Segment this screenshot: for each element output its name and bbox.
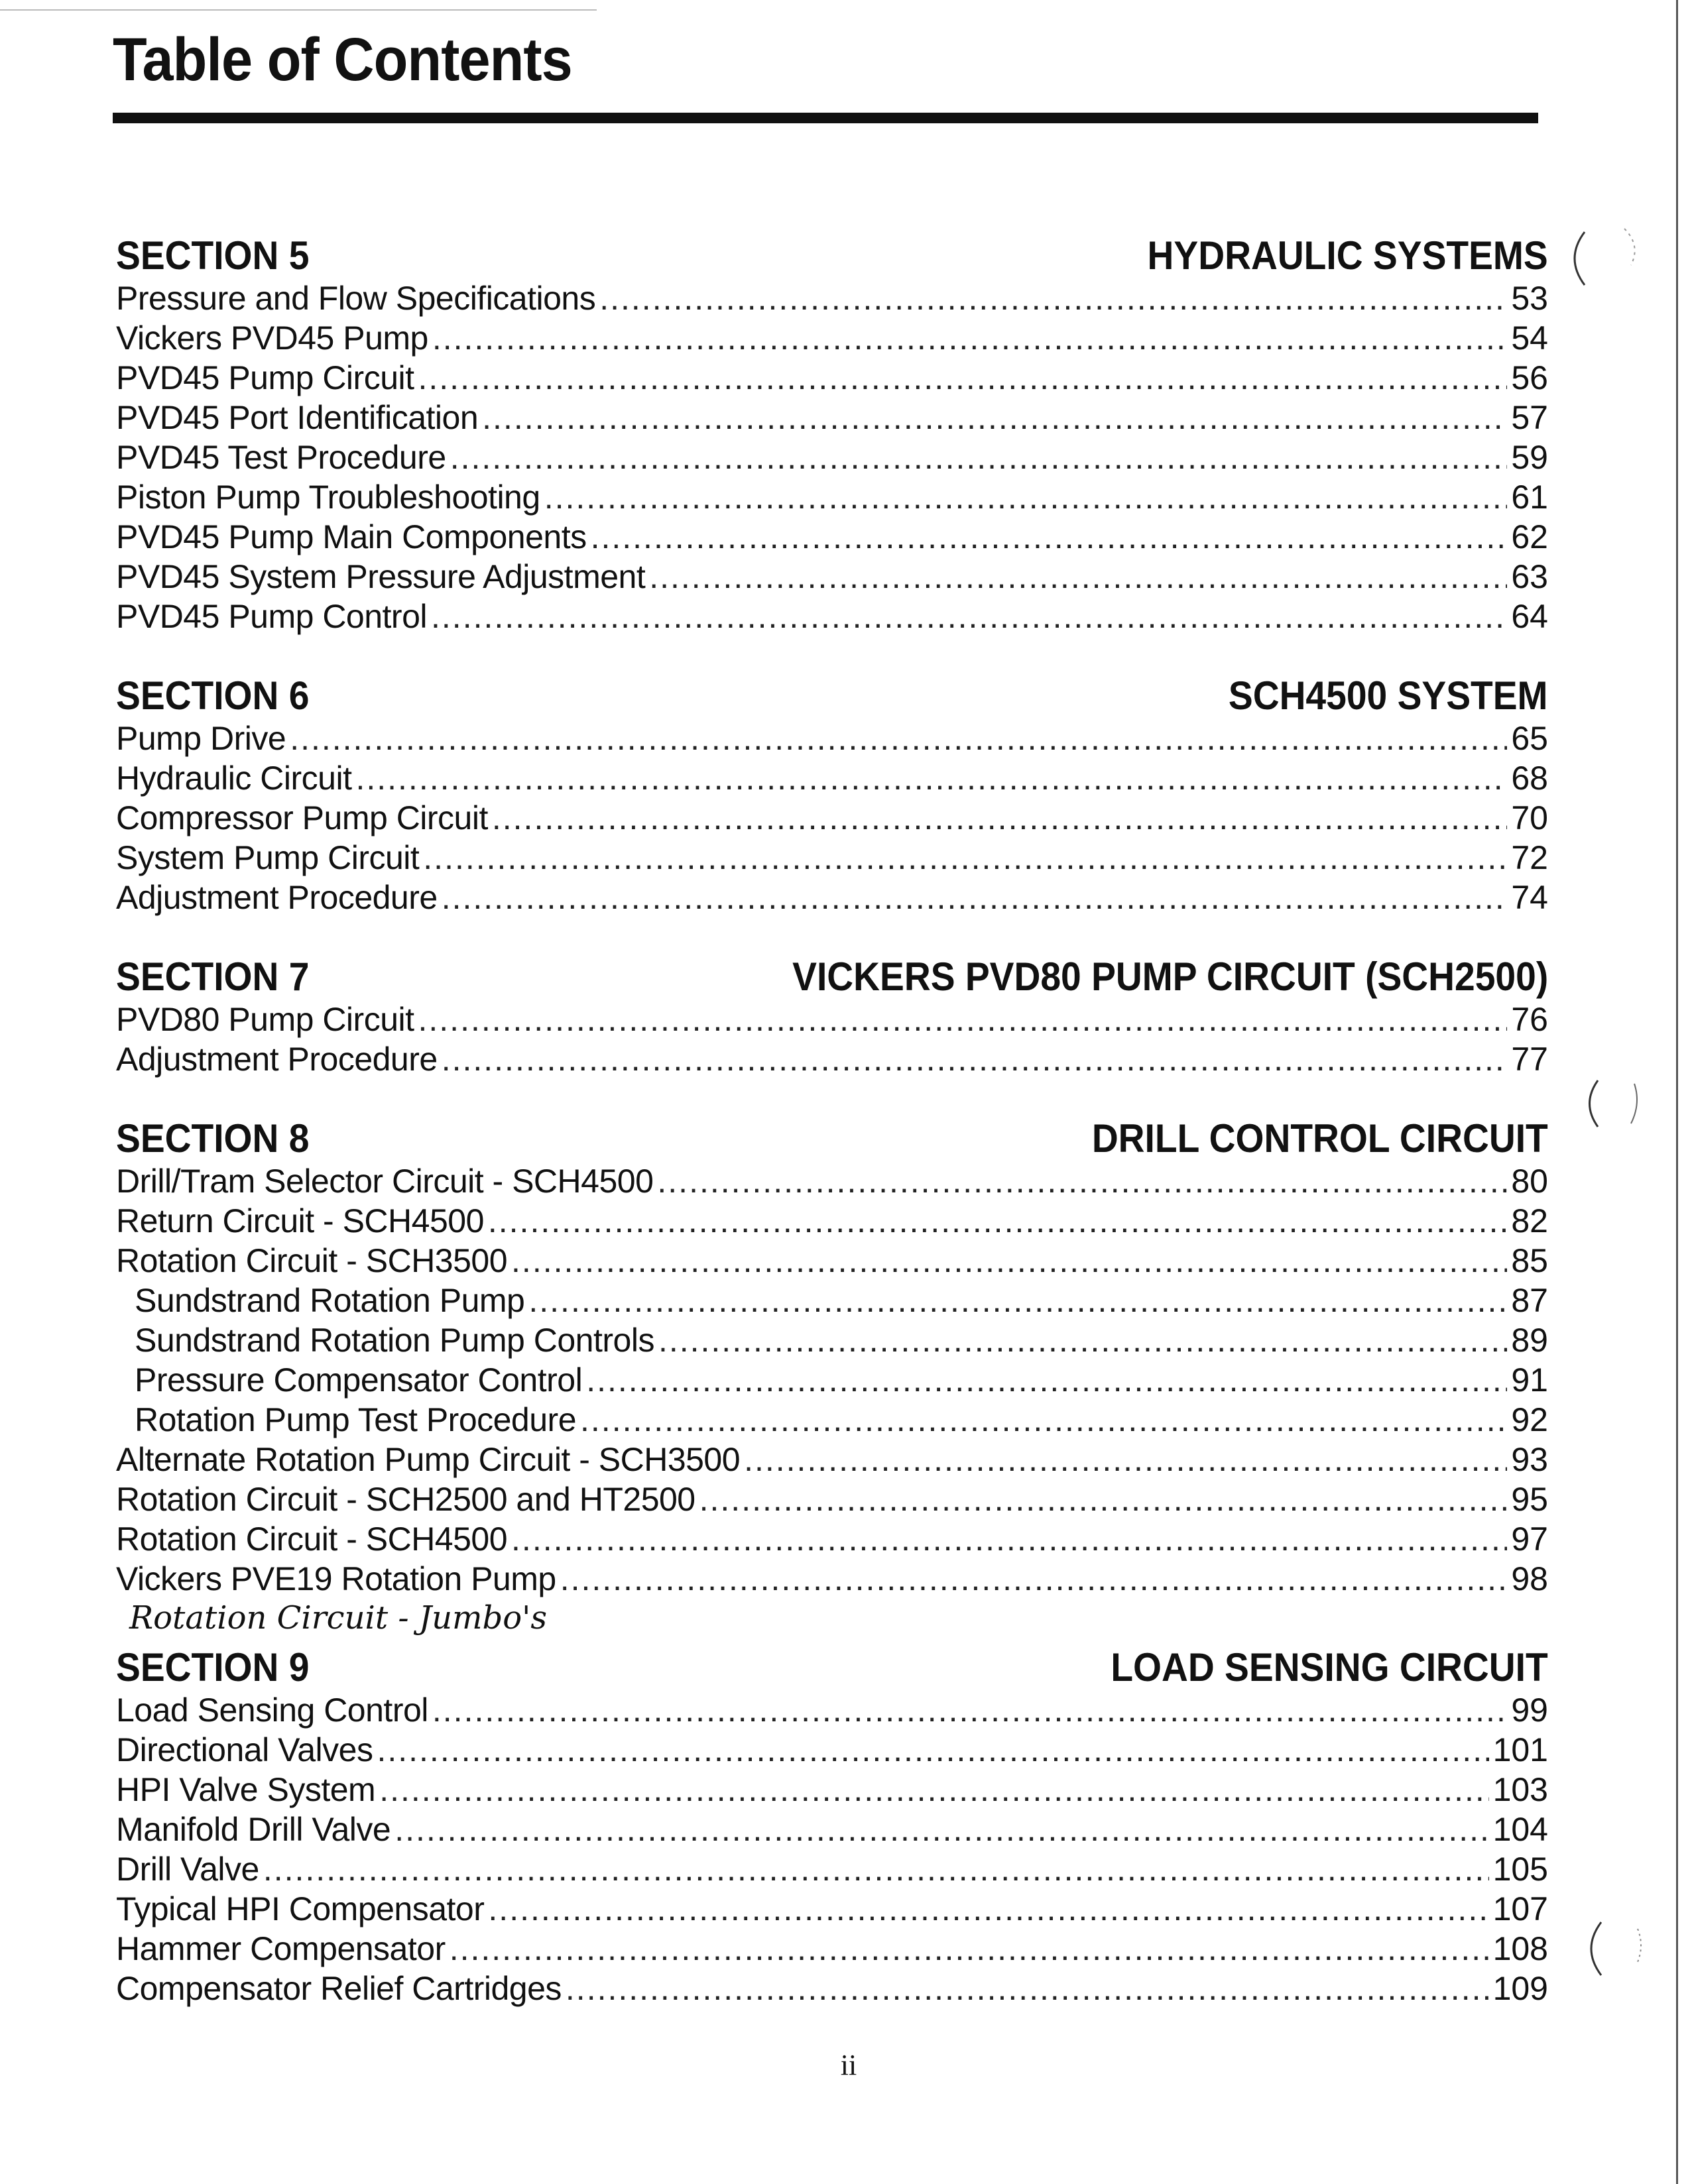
- dot-leader: [394, 1810, 1488, 1849]
- dot-leader: [418, 1000, 1508, 1039]
- entry-label: Rotation Circuit - SCH3500: [116, 1242, 508, 1279]
- entry-page-number: 61: [1511, 479, 1548, 516]
- entry-page-number: 95: [1511, 1481, 1548, 1518]
- entry-page-number: 72: [1511, 839, 1548, 876]
- dot-leader: [482, 398, 1507, 437]
- dot-leader: [511, 1241, 1507, 1281]
- entry-list: [116, 1000, 1548, 1079]
- entry-list: [116, 1690, 1548, 2008]
- entry-label: Sundstrand Rotation Pump Controls: [135, 1322, 654, 1359]
- toc-entry: [116, 838, 1548, 878]
- section-header: [116, 1637, 1548, 1690]
- section-header: [116, 1108, 1548, 1161]
- toc-section: [116, 225, 1548, 665]
- section-number: SECTION 9: [116, 1645, 310, 1690]
- dot-leader: [580, 1400, 1507, 1440]
- toc-entry: [116, 1810, 1548, 1849]
- dot-leader: [290, 718, 1507, 758]
- entry-page-number: 57: [1511, 399, 1548, 436]
- toc-entry: [116, 477, 1548, 517]
- toc-entry: [116, 437, 1548, 477]
- entry-page-number: 104: [1492, 1811, 1548, 1848]
- entry-label: PVD45 Pump Main Components: [116, 518, 587, 555]
- entry-page-number: 74: [1511, 879, 1548, 916]
- entry-page-number: 77: [1511, 1041, 1548, 1078]
- entry-page-number: 103: [1492, 1771, 1548, 1808]
- dot-leader: [560, 1559, 1508, 1599]
- dot-leader: [566, 1969, 1489, 2008]
- toc-entry: [116, 1969, 1548, 2008]
- entry-page-number: 101: [1492, 1731, 1548, 1768]
- dot-leader: [591, 517, 1508, 557]
- dot-leader: [744, 1440, 1507, 1479]
- scan-edge-line: [0, 9, 597, 11]
- dot-leader: [379, 1770, 1488, 1810]
- entry-page-number: 87: [1511, 1282, 1548, 1319]
- section-title: SCH4500 SYSTEM: [1229, 673, 1548, 718]
- toc-section: [116, 665, 1548, 947]
- handwritten-note: Rotation Circuit - Jumbo's: [129, 1599, 547, 1637]
- section-number: SECTION 5: [116, 233, 310, 278]
- toc-entry: [116, 1849, 1548, 1889]
- punch-hole-mark: [1571, 1909, 1651, 1988]
- toc-entry: [116, 758, 1548, 798]
- entry-page-number: 99: [1511, 1692, 1548, 1729]
- toc-entry: [116, 718, 1548, 758]
- entry-label: Load Sensing Control: [116, 1692, 428, 1729]
- entry-page-number: 62: [1511, 518, 1548, 555]
- entry-label: Adjustment Procedure: [116, 879, 438, 916]
- dot-leader: [657, 1161, 1507, 1201]
- entry-label: PVD45 System Pressure Adjustment: [116, 558, 646, 595]
- entry-label: Adjustment Procedure: [116, 1041, 438, 1078]
- dot-leader: [586, 1360, 1507, 1400]
- entry-label: PVD45 Test Procedure: [116, 439, 446, 476]
- section-number: SECTION 8: [116, 1116, 310, 1161]
- entry-page-number: 65: [1511, 720, 1548, 757]
- entry-label: Hydraulic Circuit: [116, 760, 352, 797]
- entry-label: PVD80 Pump Circuit: [116, 1001, 414, 1038]
- toc-entry: [116, 1360, 1548, 1400]
- entry-list: [116, 718, 1548, 917]
- entry-page-number: 76: [1511, 1001, 1548, 1038]
- entry-page-number: 70: [1511, 799, 1548, 836]
- toc-entry: [116, 1440, 1548, 1479]
- entry-label: Compressor Pump Circuit: [116, 799, 488, 836]
- dot-leader: [432, 318, 1508, 358]
- entry-label: Alternate Rotation Pump Circuit - SCH3500: [116, 1441, 741, 1478]
- toc-entry: [116, 597, 1548, 636]
- toc-entry: [116, 1400, 1548, 1440]
- toc-entry: [116, 1201, 1548, 1241]
- entry-label: PVD45 Pump Circuit: [116, 359, 414, 396]
- dot-leader: [488, 1889, 1488, 1929]
- entry-page-number: 92: [1511, 1401, 1548, 1438]
- entry-label: PVD45 Pump Control: [116, 598, 428, 635]
- entry-label: Typical HPI Compensator: [116, 1890, 485, 1927]
- entry-label: Pressure and Flow Specifications: [116, 280, 596, 317]
- dot-leader: [649, 557, 1507, 597]
- entry-label: Compensator Relief Cartridges: [116, 1970, 562, 2007]
- dot-leader: [442, 878, 1508, 917]
- entry-label: Hammer Compensator: [116, 1930, 446, 1967]
- toc-entry: [116, 1929, 1548, 1969]
- section-header: [116, 665, 1548, 718]
- dot-leader: [355, 758, 1507, 798]
- toc-entry: [116, 1000, 1548, 1039]
- entry-page-number: 68: [1511, 760, 1548, 797]
- toc-entry: [116, 1241, 1548, 1281]
- entry-label: HPI Valve System: [116, 1771, 376, 1808]
- entry-page-number: 53: [1511, 280, 1548, 317]
- entry-label: Directional Valves: [116, 1731, 373, 1768]
- toc-entry: [116, 1281, 1548, 1320]
- toc-section: [116, 1108, 1548, 1637]
- entry-label: Manifold Drill Valve: [116, 1811, 391, 1848]
- dot-leader: [450, 437, 1508, 477]
- section-header: [116, 947, 1548, 1000]
- page-title: Table of Contents: [113, 26, 572, 93]
- entry-page-number: 93: [1511, 1441, 1548, 1478]
- toc-entry: [116, 798, 1548, 838]
- dot-leader: [377, 1730, 1488, 1770]
- toc-entry: [116, 358, 1548, 398]
- entry-page-number: 97: [1511, 1521, 1548, 1558]
- dot-leader: [511, 1519, 1507, 1559]
- title-rule: [113, 113, 1538, 123]
- entry-label: Piston Pump Troubleshooting: [116, 479, 540, 516]
- section-header: [116, 225, 1548, 278]
- entry-label: Sundstrand Rotation Pump: [135, 1282, 525, 1319]
- punch-hole-mark: [1571, 1067, 1651, 1140]
- punch-hole-mark: [1558, 219, 1651, 298]
- entry-label: Rotation Circuit - SCH2500 and HT2500: [116, 1481, 695, 1518]
- dot-leader: [492, 798, 1508, 838]
- section-number: SECTION 6: [116, 673, 310, 718]
- entry-label: Rotation Pump Test Procedure: [135, 1401, 577, 1438]
- entry-page-number: 109: [1492, 1970, 1548, 2007]
- section-title: HYDRAULIC SYSTEMS: [1147, 233, 1548, 278]
- dot-leader: [599, 278, 1507, 318]
- toc-entry: [116, 278, 1548, 318]
- entry-page-number: 64: [1511, 598, 1548, 635]
- entry-page-number: 80: [1511, 1163, 1548, 1200]
- table-of-contents: [116, 225, 1548, 2008]
- toc-entry: [116, 878, 1548, 917]
- entry-label: Vickers PVD45 Pump: [116, 319, 428, 357]
- toc-entry: [116, 1889, 1548, 1929]
- toc-entry: [116, 1690, 1548, 1730]
- dot-leader: [450, 1929, 1489, 1969]
- entry-label: Drill/Tram Selector Circuit - SCH4500: [116, 1163, 654, 1200]
- dot-leader: [658, 1320, 1507, 1360]
- entry-page-number: 82: [1511, 1202, 1548, 1239]
- section-title: LOAD SENSING CIRCUIT: [1111, 1645, 1548, 1690]
- entry-page-number: 91: [1511, 1361, 1548, 1399]
- entry-list: [116, 1161, 1548, 1599]
- entry-page-number: 54: [1511, 319, 1548, 357]
- entry-page-number: 56: [1511, 359, 1548, 396]
- dot-leader: [699, 1479, 1508, 1519]
- section-title: DRILL CONTROL CIRCUIT: [1092, 1116, 1548, 1161]
- scan-right-edge: [1676, 0, 1678, 2184]
- toc-entry: [116, 517, 1548, 557]
- dot-leader: [432, 1690, 1507, 1730]
- entry-label: Drill Valve: [116, 1851, 259, 1888]
- toc-entry: [116, 398, 1548, 437]
- dot-leader: [263, 1849, 1489, 1889]
- entry-page-number: 98: [1511, 1560, 1548, 1597]
- toc-section: [116, 947, 1548, 1108]
- section-title: VICKERS PVD80 PUMP CIRCUIT (SCH2500): [792, 954, 1548, 999]
- toc-entry: [116, 1039, 1548, 1079]
- entry-label: System Pump Circuit: [116, 839, 420, 876]
- entry-page-number: 59: [1511, 439, 1548, 476]
- entry-page-number: 85: [1511, 1242, 1548, 1279]
- toc-entry: [116, 1730, 1548, 1770]
- entry-label: Vickers PVE19 Rotation Pump: [116, 1560, 556, 1597]
- toc-section: [116, 1637, 1548, 2008]
- dot-leader: [442, 1039, 1508, 1079]
- toc-entry: [116, 557, 1548, 597]
- entry-label: Rotation Circuit - SCH4500: [116, 1521, 508, 1558]
- entry-page-number: 63: [1511, 558, 1548, 595]
- section-number: SECTION 7: [116, 954, 310, 999]
- dot-leader: [488, 1201, 1508, 1241]
- toc-entry: [116, 1770, 1548, 1810]
- dot-leader: [431, 597, 1507, 636]
- entry-label: PVD45 Port Identification: [116, 399, 479, 436]
- toc-entry: [116, 1479, 1548, 1519]
- toc-entry: [116, 318, 1548, 358]
- toc-entry: [116, 1161, 1548, 1201]
- toc-entry: [116, 1320, 1548, 1360]
- entry-page-number: 105: [1492, 1851, 1548, 1888]
- dot-leader: [528, 1281, 1507, 1320]
- entry-list: [116, 278, 1548, 636]
- toc-entry: [116, 1519, 1548, 1559]
- toc-entry: [116, 1559, 1548, 1599]
- entry-page-number: 89: [1511, 1322, 1548, 1359]
- entry-page-number: 108: [1492, 1930, 1548, 1967]
- entry-label: Pump Drive: [116, 720, 286, 757]
- dot-leader: [423, 838, 1507, 878]
- page-number: ii: [840, 2049, 857, 2081]
- entry-label: Return Circuit - SCH4500: [116, 1202, 484, 1239]
- dot-leader: [544, 477, 1508, 517]
- dot-leader: [418, 358, 1508, 398]
- entry-page-number: 107: [1492, 1890, 1548, 1927]
- entry-label: Pressure Compensator Control: [135, 1361, 583, 1399]
